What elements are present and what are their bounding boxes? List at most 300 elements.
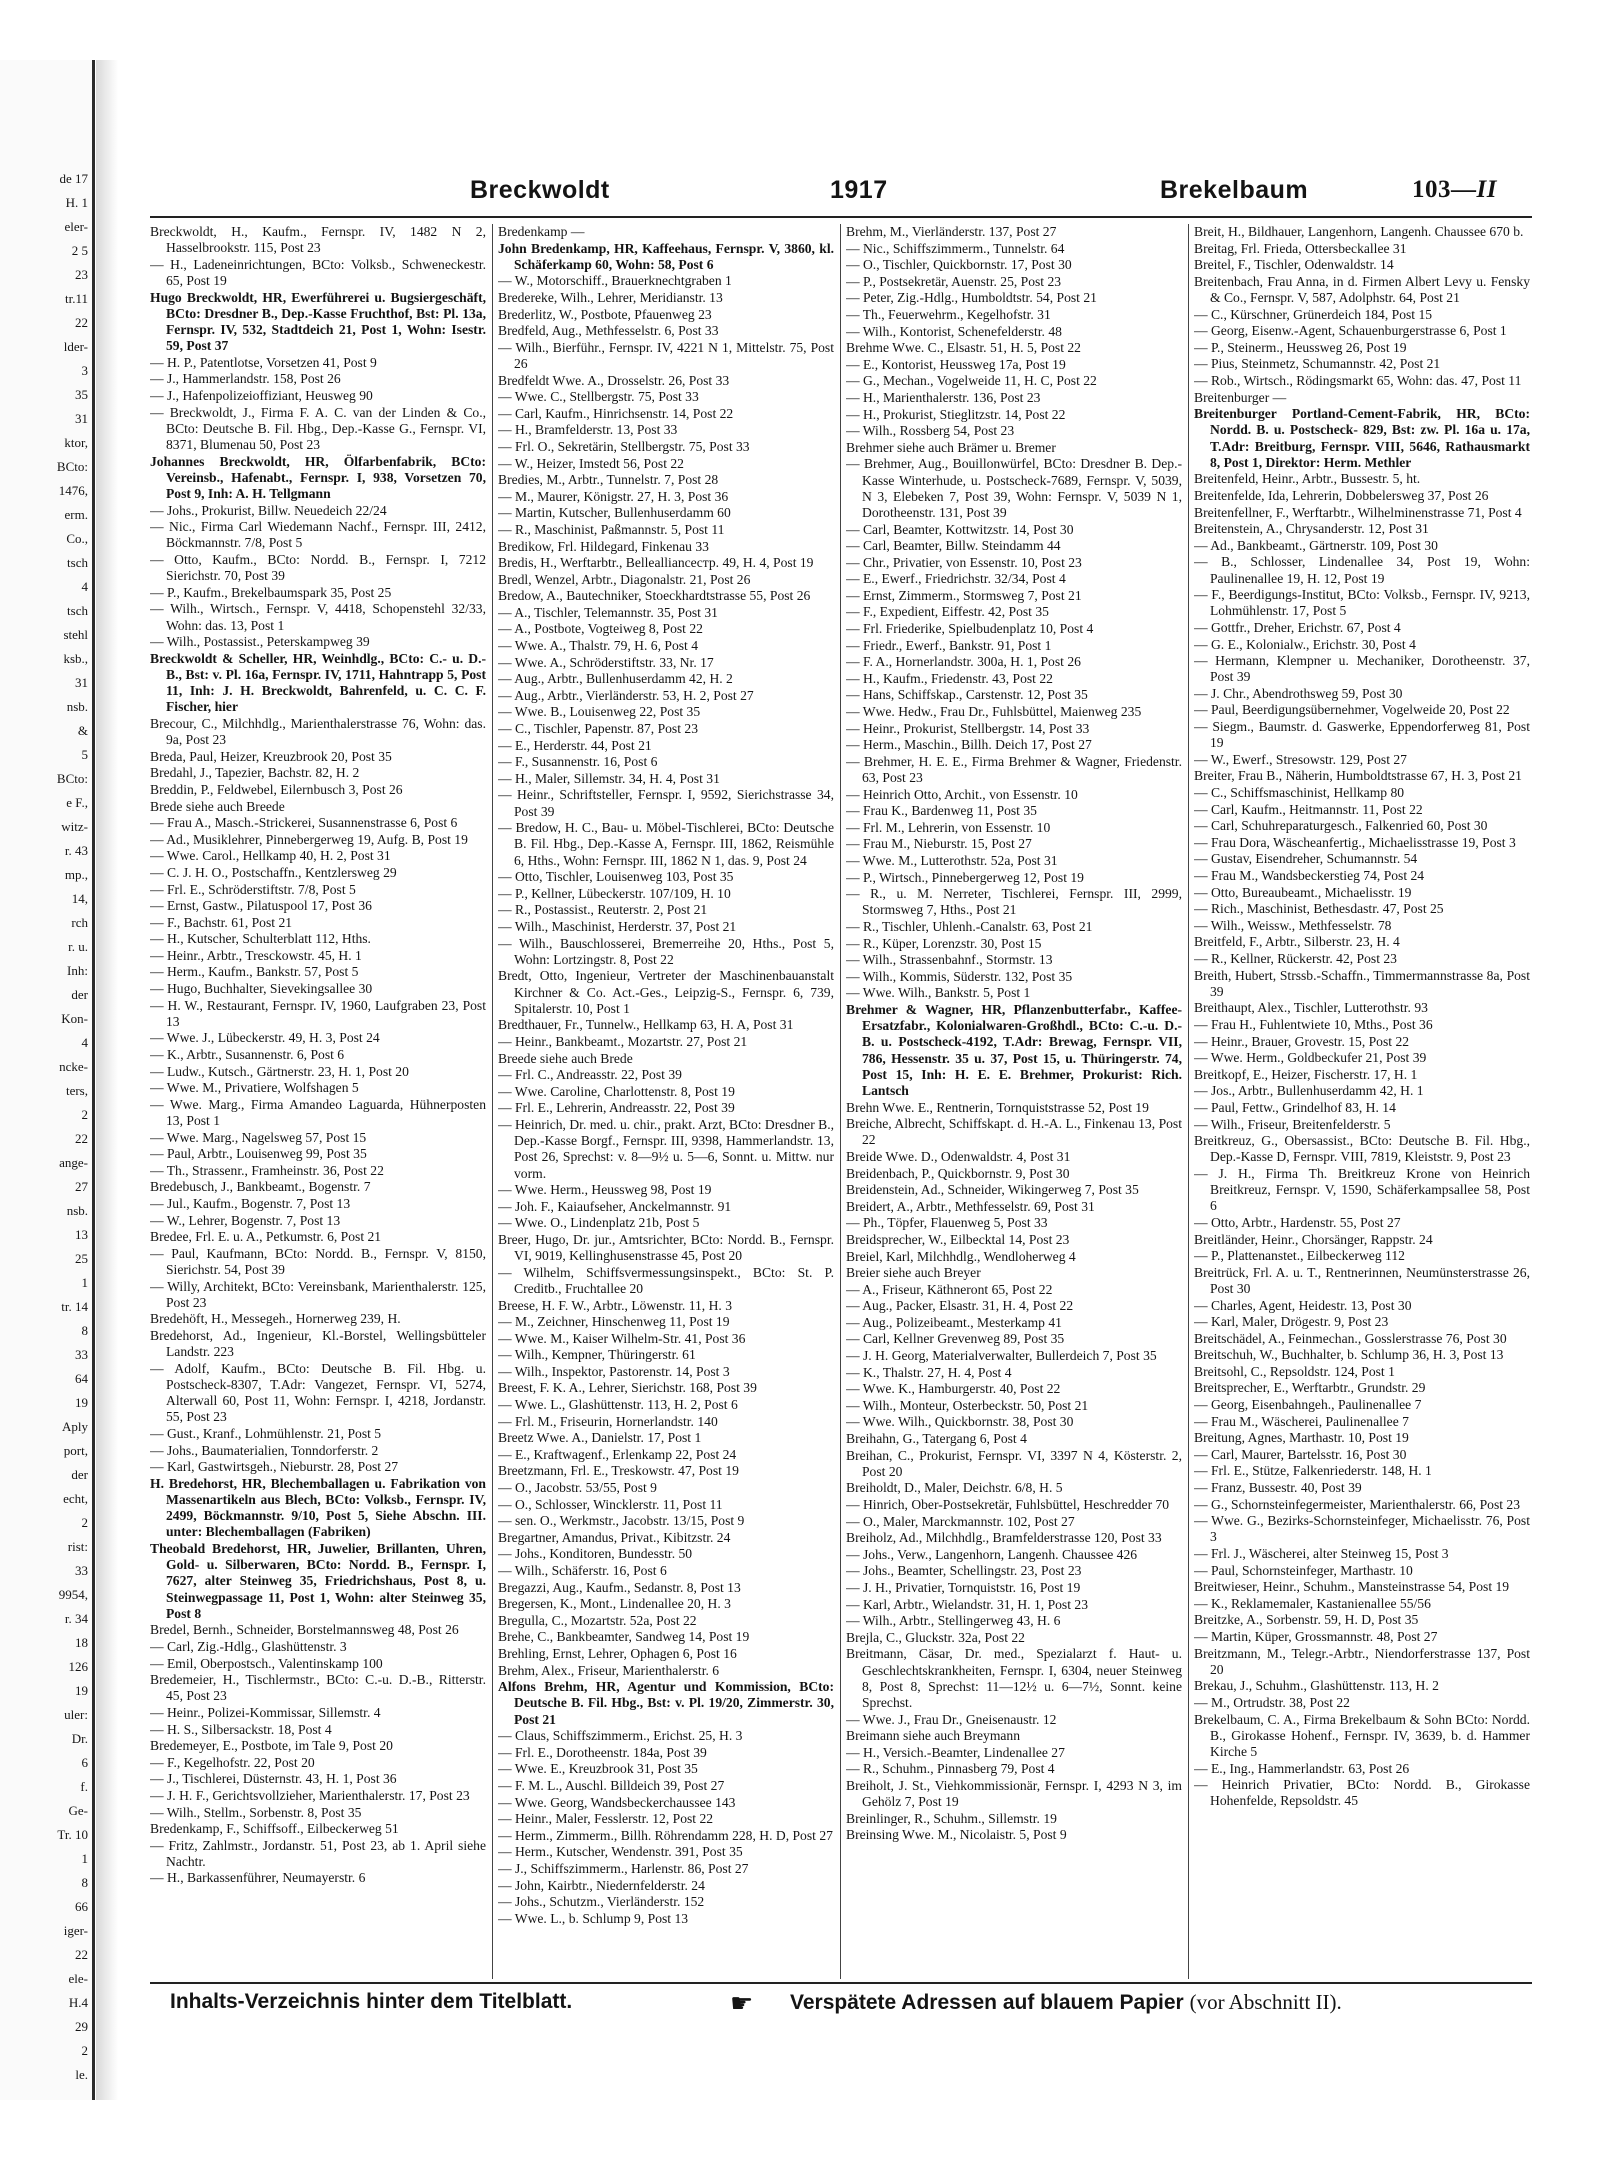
directory-entry: Brede siehe auch Breede	[150, 798, 285, 814]
directory-entry: — Ad., Bankbeamt., Gärtnerstr. 109, Post 30	[1194, 537, 1438, 553]
directory-entry: — Wwe. Caroline, Charlottenstr. 8, Post 19	[498, 1083, 735, 1099]
directory-entry: — J. Chr., Abendrothsweg 59, Post 30	[1194, 685, 1403, 701]
directory-entry: Breidert, A., Arbtr., Methfesselstr. 69, Post 31	[846, 1198, 1095, 1214]
directory-entry: — Wwe. Georg, Wandsbeckerchaussee 143	[498, 1794, 736, 1810]
directory-entry: Bredis, H., Werftarbtr., Belleallianceстр. 49, H. 4, Post 19	[498, 555, 814, 571]
directory-entry: Bredt, Otto, Ingenieur, Vertreter der Maschinenbauanstalt Kirchner & Co. Act.-Ges., Leipzig-S., Fernspr. 6, 739, Spitalerstr. 10, Post 1	[498, 968, 834, 1016]
previous-page-fragment: echt,	[63, 1491, 88, 1506]
directory-entry: — H. S., Silbersackstr. 18, Post 4	[150, 1721, 332, 1737]
directory-entry: — Wilh., Friseur, Breitenfelderstr. 5	[1194, 1116, 1391, 1132]
directory-entry: — Wwe. Marg., Nagelsweg 57, Post 15	[150, 1129, 367, 1145]
directory-entry: Bredel, Bernh., Schneider, Borstelmannsweg 48, Post 26	[150, 1622, 459, 1638]
previous-page-fragment: 5	[81, 747, 88, 762]
directory-entry: — Rob., Wirtsch., Rödingsmarkt 65, Wohn: das. 47, Post 11	[1194, 372, 1522, 388]
directory-entry: Breitwieser, Heinr., Schuhm., Mansteinstrasse 54, Post 19	[1194, 1579, 1510, 1595]
directory-entry: Breitsohl, C., Repsoldstr. 124, Post 1	[1194, 1363, 1395, 1379]
footer-rule	[150, 1982, 1532, 1984]
directory-entry: — Ernst, Zimmerm., Stormsweg 7, Post 21	[846, 587, 1082, 603]
directory-entry: — Wwe. Hedw., Frau Dr., Fuhlsbüttel, Maienweg 235	[846, 704, 1142, 720]
previous-page-fragment: 2 5	[71, 243, 88, 258]
directory-entry: — C., Schiffsmaschinist, Hellkamp 80	[1194, 785, 1405, 801]
previous-page-fragment: 13	[75, 1227, 88, 1242]
directory-entry: — O., Tischler, Quickbornstr. 17, Post 30	[846, 257, 1072, 273]
previous-page-fragment: 64	[75, 1371, 88, 1386]
directory-entry: — Wilh., Inspektor, Pastorenstr. 14, Post 3	[498, 1363, 730, 1379]
directory-entry: — R., Schuhm., Pinnasberg 79, Post 4	[846, 1761, 1055, 1777]
directory-entry: Breiel, Karl, Milchhdlg., Wendloherweg 4	[846, 1248, 1076, 1264]
directory-entry: Breinsing Wwe. M., Nicolaistr. 5, Post 9	[846, 1827, 1067, 1843]
directory-entry: Breidenstein, Ad., Schneider, Wikingerweg 7, Post 35	[846, 1182, 1139, 1198]
directory-entry: Bredahl, J., Tapezier, Bachstr. 82, H. 2	[150, 765, 360, 781]
directory-entry: Breetzmann, Frl. E., Treskowstr. 47, Post 19	[498, 1463, 739, 1479]
directory-entry: Breitenbach, Frau Anna, in d. Firmen Albert Levy u. Fensky & Co., Fernspr. V, 587, Adolphstr. 64, Post 21	[1194, 273, 1530, 305]
previous-page-fragment: BCto:	[56, 459, 88, 474]
directory-entry: — J., Hammerlandstr. 158, Post 26	[150, 371, 341, 387]
directory-entry: — Pius, Steinmetz, Schumannstr. 42, Post 21	[1194, 356, 1441, 372]
directory-entry: — Wwe. Marg., Firma Amandeo Laguarda, Hühnerposten 13, Post 1	[150, 1096, 486, 1129]
directory-entry: — J. H., Privatier, Tornquiststr. 16, Post 19	[846, 1580, 1081, 1595]
directory-entry: — Herm., Kutscher, Wendenstr. 391, Post 35	[498, 1844, 743, 1860]
directory-entry: — R., Postassist., Reuterstr. 2, Post 21	[498, 902, 708, 918]
directory-entry: — Carl, Beamter, Billw. Steindamm 44	[846, 538, 1061, 554]
directory-entry: — W., Motorschiff., Brauerknechtgraben 1	[498, 273, 732, 289]
directory-entry: Breitkopf, E., Heizer, Fischerstr. 17, H. 1	[1194, 1066, 1418, 1082]
directory-entry: — R., Kellner, Rückerstr. 42, Post 23	[1194, 951, 1397, 966]
directory-entry: Bregulla, C., Mozartstr. 52a, Post 22	[498, 1612, 697, 1628]
directory-entry: — Frl. E., Lehrerin, Andreasstr. 22, Post 39	[498, 1100, 735, 1116]
previous-page-fragment: 126	[68, 1659, 88, 1674]
directory-entry: Breitenstein, A., Chrysanderstr. 12, Post 31	[1194, 521, 1429, 537]
directory-entry: Breitkreuz, G., Obersassist., BCto: Deutsche B. Fil. Hbg., Dep.-Kasse D, Fernspr. VIII, 7819, Kleiststr. 9, Post 23	[1194, 1133, 1530, 1165]
directory-entry: — F., Kegelhofstr. 22, Post 20	[150, 1754, 315, 1770]
directory-entry: Bregartner, Amandus, Privat., Kibitzstr. 24	[498, 1529, 731, 1545]
directory-entry: Bredikow, Frl. Hildegard, Finkenau 33	[498, 538, 709, 554]
directory-entry: — Johs., Konditoren, Bundesstr. 50	[498, 1546, 693, 1562]
directory-entry: — Ernst, Gastw., Pilatuspool 17, Post 36	[150, 898, 372, 914]
previous-page-fragment: r. 43	[64, 843, 88, 858]
previous-page-fragment: tr.11	[65, 291, 88, 306]
previous-page-fragment: Kon-	[61, 1011, 88, 1026]
directory-entry: Breitschuh, W., Buchhalter, b. Schlump 36, H. 3, Post 13	[1194, 1347, 1504, 1363]
directory-entry: — M., Ortrudstr. 38, Post 22	[1194, 1694, 1350, 1710]
directory-entry: — Jos., Arbtr., Bullenhuserdamm 42, H. 1	[1194, 1083, 1424, 1099]
previous-page-fragment: 2	[81, 1107, 88, 1122]
directory-entry: — E., Ewerf., Friedrichstr. 32/34, Post 4	[846, 571, 1066, 587]
directory-entry: — Wwe. B., Louisenweg 22, Post 35	[498, 704, 701, 720]
directory-entry: — P., Kellner, Lübeckerstr. 107/109, H. 10	[498, 885, 731, 901]
directory-entry: — Fritz, Zahlmstr., Jordanstr. 51, Post 23, ab 1. April siehe Nachtr.	[150, 1837, 486, 1869]
previous-page-fragment: f.	[80, 1779, 88, 1794]
directory-entry: Breda, Paul, Heizer, Kreuzbrook 20, Post 35	[150, 748, 392, 764]
directory-entry: Brejla, C., Gluckstr. 32a, Post 22	[846, 1629, 1025, 1645]
previous-page-fragment: rist:	[67, 1539, 88, 1554]
directory-entry: — Wilh., Kempner, Thüringerstr. 61	[498, 1347, 696, 1363]
directory-entry: — Chr., Privatier, von Essenstr. 10, Post 23	[846, 554, 1082, 570]
previous-page-fragment: der	[71, 1467, 88, 1482]
directory-entry: — Frau K., Bardenweg 11, Post 35	[846, 803, 1037, 819]
directory-entry: — H., Prokurist, Stieglitzstr. 14, Post 22	[846, 406, 1066, 422]
directory-entry: Breihahn, G., Tatergang 6, Post 4	[846, 1431, 1027, 1447]
directory-entry: — Georg, Eisenbahngeh., Paulinenallee 7	[1194, 1397, 1422, 1413]
directory-entry: — Nic., Schiffszimmerm., Tunnelstr. 64	[846, 240, 1065, 256]
previous-page-fragment: 22	[75, 315, 88, 330]
directory-entry: — Ph., Töpfer, Flauenweg 5, Post 33	[846, 1215, 1048, 1231]
previous-page-fragment: nsb.	[66, 1203, 88, 1218]
directory-entry: — Heinr., Maler, Fesslerstr. 12, Post 22	[498, 1811, 714, 1827]
previous-page-fragment: mp.,	[64, 867, 88, 882]
directory-entry: Breitmann, Cäsar, Dr. med., Spezialarzt f. Haut- u. Geschlechtskrankheiten, Fernspr. I, 6304, neuer Steinweg 8, Post 8, Sprechst: 11—12½ u. 6—7½, Sonnt. keine Sprechst.	[846, 1646, 1182, 1710]
footer-index-note: Inhalts-Verzeichnis hinter dem Titelblatt.	[170, 1990, 573, 2013]
previous-page-fragment: 1	[81, 1851, 88, 1866]
directory-entry: Breihan, C., Prokurist, Fernspr. VI, 3397 N 4, Kösterstr. 2, Post 20	[846, 1447, 1182, 1479]
directory-entry: Bredthauer, Fr., Tunnelw., Hellkamp 63, H. A, Post 31	[498, 1017, 794, 1033]
previous-page-fragment: tsch	[67, 555, 88, 570]
previous-page-fragment: 1476,	[58, 483, 88, 498]
directory-entry: — Wwe. M., Kaiser Wilhelm-Str. 41, Post 36	[498, 1330, 746, 1346]
directory-entry: — Frl. E., Schröderstiftstr. 7/8, Post 5	[150, 881, 356, 897]
directory-entry: — Hinrich, Ober-Postsekretär, Fuhlsbüttel, Heschredder 70	[846, 1497, 1170, 1513]
directory-entry: — Gustav, Eisendreher, Schumannstr. 54	[1194, 851, 1418, 867]
header-first-name: Breckwoldt	[470, 176, 610, 204]
directory-entry: Breimann siehe auch Breymann	[846, 1728, 1021, 1744]
directory-entry: — H., Marienthalerstr. 136, Post 23	[846, 389, 1041, 405]
directory-entry: Bredee, Frl. E. u. A., Petkumstr. 6, Post 21	[150, 1229, 382, 1245]
directory-entry: Breitung, Agnes, Marthastr. 10, Post 19	[1194, 1430, 1409, 1446]
directory-entry: — F., Expedient, Eiffestr. 42, Post 35	[846, 604, 1049, 620]
directory-entry: — H., Kaufm., Friedenstr. 43, Post 22	[846, 670, 1053, 686]
previous-page-fragment: port,	[63, 1443, 88, 1458]
directory-entry: — Frau Dora, Wäscheanfertig., Michaelisstrasse 19, Post 3	[1194, 834, 1516, 850]
previous-page-fragment: 29	[75, 2019, 88, 2034]
directory-entry: — H., Maler, Sillemstr. 34, H. 4, Post 31	[498, 770, 720, 786]
directory-entry: Breddin, P., Feldwebel, Eilernbusch 3, Post 26	[150, 781, 403, 797]
directory-entry: Breith, Hubert, Strssb.-Schaffn., Timmermannstrasse 8a, Post 39	[1194, 967, 1530, 999]
directory-entry: Breiche, Albrecht, Schiffskapt. d. H.-A. L., Finkenau 13, Post 22	[846, 1116, 1182, 1148]
directory-entry: Breede siehe auch Brede	[498, 1050, 633, 1066]
previous-page-fragment: nsb.	[66, 699, 88, 714]
directory-entry: — Wilh., Kommis, Süderstr. 132, Post 35	[846, 968, 1073, 984]
directory-entry: — Wwe. A., Thalstr. 79, H. 6, Post 4	[498, 638, 699, 654]
directory-entry: — E., Kraftwagenf., Erlenkamp 22, Post 24	[498, 1446, 737, 1462]
column-divider	[840, 224, 841, 1979]
directory-entry: Brehn Wwe. E., Rentnerin, Tornquiststrasse 52, Post 19	[846, 1099, 1149, 1115]
directory-entry: — K., Reklamemaler, Kastanienallee 55/56	[1194, 1595, 1431, 1611]
previous-page-fragment: witz-	[61, 819, 88, 834]
directory-entry: — J. H. Georg, Materialverwalter, Bullerdeich 7, Post 35	[846, 1348, 1157, 1364]
directory-entry: — Carl, Kaufm., Heitmannstr. 11, Post 22	[1194, 801, 1423, 817]
directory-entry: — Frl. M., Friseurin, Hornerlandstr. 140	[498, 1413, 718, 1429]
directory-entry: — W., Heizer, Imstedt 56, Post 22	[498, 455, 684, 471]
directory-entry: Breitzke, A., Sorbenstr. 59, H. D, Post 35	[1194, 1612, 1419, 1628]
directory-entry: — Wilh., Strassenbahnf., Stormstr. 13	[846, 952, 1053, 968]
directory-entry: — Willy, Architekt, BCto: Vereinsbank, Marienthalerstr. 125, Post 23	[150, 1278, 486, 1310]
directory-entry: — Bredow, H. C., Bau- u. Möbel-Tischlerei, BCto: Deutsche B. Fil. Hbg., Dep.-Kasse A, Fernspr. III, 1862, Reismühle 6, Hths., Wohn: Fernspr. III, 1862 N 1, das. 9, Post 24	[498, 820, 834, 868]
directory-entry: Breidenbach, P., Quickbornstr. 9, Post 30	[846, 1165, 1070, 1181]
column-1	[150, 224, 486, 1979]
previous-page-fragment: iger-	[63, 1923, 88, 1938]
directory-entry: Breitsprecher, E., Werftarbtr., Grundstr. 29	[1194, 1380, 1426, 1396]
directory-entry: Breit, H., Bildhauer, Langenhorn, Langenh. Chaussee 670 b.	[1194, 224, 1524, 239]
directory-entry: — Carl, Schuhreparaturgesch., Falkenried 60, Post 30	[1194, 818, 1488, 834]
directory-entry: — C., Kürschner, Grünerdeich 184, Post 15	[1194, 306, 1433, 322]
directory-entry: Bredies, M., Arbtr., Tunnelstr. 7, Post 28	[498, 472, 719, 488]
directory-entry: — Aug., Arbtr., Bullenhuserdamm 42, H. 2	[498, 671, 733, 687]
previous-page-fragment: 25	[75, 1251, 88, 1266]
directory-entry: — Wilh., Monteur, Osterbeckstr. 50, Post 21	[846, 1397, 1089, 1413]
directory-entry: — Frl. J., Wäscherei, alter Steinweg 15, Post 3	[1194, 1546, 1449, 1562]
directory-entry: — Johs., Prokurist, Billw. Neuedeich 22/24	[150, 502, 387, 518]
header-page-number: 103—II	[1412, 176, 1497, 203]
directory-entry: Breiholdt, D., Maler, Deichstr. 6/8, H. 5	[846, 1480, 1063, 1496]
directory-entry: Bredemeyer, E., Postbote, im Tale 9, Post 20	[150, 1738, 393, 1754]
previous-page-fragment: 27	[75, 1179, 88, 1194]
firm-entry: Alfons Brehm, HR, Agentur und Kommission, BCto: Deutsche B. Fil. Hbg., Bst: v. Pl. 19/20, Zimmerstr. 30, Post 21	[498, 1679, 834, 1727]
firm-entry: Breckwoldt & Scheller, HR, Weinhdlg., BCto: C.- u. D.-B., Bst: v. Pl. 16a, Fernspr. IV, 1711, Hahntrapp 5, Post 11, Inh: J. H. Breckwoldt, Bahrenfeld, u. C. C. F. Fischer, hier	[150, 650, 486, 715]
directory-entry: — R., Maschinist, Paßmannstr. 5, Post 11	[498, 521, 725, 537]
directory-entry: — Wilh., Stellm., Sorbenstr. 8, Post 35	[150, 1804, 362, 1820]
directory-entry: Bredehöft, H., Messegeh., Hornerweg 239, H.	[150, 1311, 401, 1327]
directory-entry: — E., Kontorist, Heussweg 17a, Post 19	[846, 356, 1066, 372]
directory-entry: — Frau M., Wandsbeckerstieg 74, Post 24	[1194, 868, 1425, 884]
directory-entry: — Aug., Packer, Elsastr. 31, H. 4, Post 22	[846, 1298, 1074, 1314]
directory-columns	[150, 224, 1532, 1979]
directory-entry: — Brehmer, Aug., Bouillonwürfel, BCto: Dresdner B. Dep.-Kasse Winterhude, u. Postscheck-7689, Fernspr. V, 5039, N 3, Elebeken 7, Post 39, Wohn: Fernspr. V, 5039 N 1, Dorotheenstr. 131, Post 39	[846, 456, 1182, 520]
directory-entry: — Wwe. L., Glashüttenstr. 113, H. 2, Post 6	[498, 1397, 738, 1413]
directory-entry: — Aug., Polizeibeamt., Mesterkamp 41	[846, 1314, 1062, 1330]
directory-entry: Brehmer siehe auch Brämer u. Bremer	[846, 439, 1056, 455]
directory-entry: — Wilh., Schäferstr. 16, Post 6	[498, 1563, 667, 1579]
previous-page-fragment: ksb.,	[63, 651, 88, 666]
directory-entry: — Wilh., Rossberg 54, Post 23	[846, 423, 1015, 439]
directory-entry: — Heinr., Brauer, Grovestr. 15, Post 22	[1194, 1033, 1410, 1049]
directory-entry: Breier siehe auch Breyer	[846, 1265, 981, 1281]
directory-entry: — B., Schlosser, Lindenallee 34, Post 19, Wohn: Paulinenallee 19, H. 12, Post 19	[1194, 554, 1530, 586]
previous-page-fragment: ange-	[59, 1155, 88, 1170]
directory-entry: — Wilh., Postassist., Peterskampweg 39	[150, 634, 370, 650]
directory-entry: Breitenfellner, F., Werftarbtr., Wilhelminenstrasse 71, Post 4	[1194, 504, 1522, 520]
directory-entry: — Wwe. E., Kreuzbrook 31, Post 35	[498, 1761, 698, 1777]
previous-page-fragment: 31	[75, 675, 88, 690]
directory-entry: — G. E., Kolonialw., Erichstr. 30, Post 4	[1194, 636, 1416, 652]
column-divider	[1188, 224, 1189, 1979]
column-4	[1194, 224, 1530, 1979]
directory-entry: Breese, H. F. W., Arbtr., Löwenstr. 11, H. 3	[498, 1297, 733, 1313]
directory-entry: Bredenkamp —	[498, 224, 585, 239]
directory-entry: — Paul, Schornsteinfeger, Marthastr. 10	[1194, 1562, 1413, 1578]
previous-page-fragment: ktor,	[64, 435, 88, 450]
directory-entry: — Frau H., Fuhlentwiete 10, Mths., Post 36	[1194, 1016, 1433, 1032]
directory-entry: — Paul, Beerdigungsübernehmer, Vogelweide 20, Post 22	[1194, 702, 1510, 718]
column-3	[846, 224, 1182, 1979]
directory-entry: — Karl, Maler, Drögestr. 9, Post 23	[1194, 1314, 1389, 1330]
directory-entry: — Wwe. M., Privatiere, Wolfshagen 5	[150, 1080, 359, 1096]
directory-entry: — O., Schlosser, Wincklerstr. 11, Post 11	[498, 1496, 723, 1512]
directory-entry: Bredemeier, H., Tischlermstr., BCto: C.-u. D.-B., Ritterstr. 45, Post 23	[150, 1672, 486, 1704]
previous-page-fragment: eler-	[64, 219, 88, 234]
directory-entry: — J. H. F., Gerichtsvollzieher, Marienthalerstr. 17, Post 23	[150, 1787, 470, 1803]
previous-page-fragment: H. 1	[65, 195, 88, 210]
directory-entry: — Heinr., Polizei-Kommissar, Sillemstr. 4	[150, 1704, 381, 1720]
directory-entry: Brekelbaum, C. A., Firma Brekelbaum & Sohn BCto: Nordd. B., Girokasse Hohenf., Fernspr. IV, 3639, b. d. Hammer Kirche 5	[1194, 1711, 1530, 1759]
directory-entry: — C., Tischler, Papenstr. 87, Post 23	[498, 721, 698, 737]
previous-page-fragment: r. u.	[68, 939, 88, 954]
directory-entry: — H. P., Patentlotse, Vorsetzen 41, Post 9	[150, 354, 377, 370]
directory-entry: — Paul, Fettw., Grindelhof 83, H. 14	[1194, 1099, 1396, 1115]
previous-page-fragment: &	[77, 723, 88, 738]
directory-entry: — Wwe. M., Lutterothstr. 52a, Post 31	[846, 853, 1058, 868]
previous-page-fragment: le.	[75, 2067, 88, 2082]
directory-entry: — Charles, Agent, Heidestr. 13, Post 30	[1194, 1297, 1412, 1313]
directory-entry: — Wwe. A., Schröderstiftstr. 33, Nr. 17	[498, 654, 714, 670]
directory-entry: Breitenfelde, Ida, Lehrerin, Dobbelersweg 37, Post 26	[1194, 487, 1489, 503]
firm-entry: Hugo Breckwoldt, HR, Ewerführerei u. Bugsiergeschäft, BCto: Dresdner B., Dep.-Kasse Fruchthof, Bst: Pl. 13a, Fernspr. IV, 532, Stadtdeich 21, Post 1, Wohn: Isestr. 59, Post 37	[150, 289, 486, 354]
column-2	[498, 224, 834, 1979]
previous-page-fragment: 8	[81, 1875, 88, 1890]
previous-page-fragment: ncke-	[59, 1059, 88, 1074]
previous-page-fragment: 4	[81, 579, 88, 594]
directory-entry: Breitzmann, M., Telegr.-Arbtr., Niendorferstrasse 137, Post 20	[1194, 1645, 1530, 1677]
directory-entry: — Wwe. J., Lübeckerstr. 49, H. 3, Post 24	[150, 1030, 380, 1046]
directory-entry: — K., Arbtr., Susannenstr. 6, Post 6	[150, 1047, 345, 1063]
directory-entry: — Ludw., Kutsch., Gärtnerstr. 23, H. 1, Post 20	[150, 1063, 409, 1079]
directory-entry: — John, Kairbtr., Niedernfelderstr. 24	[498, 1877, 705, 1893]
firm-entry: John Bredenkamp, HR, Kaffeehaus, Fernspr. V, 3860, kl. Schäferkamp 60, Wohn: 58, Post 6	[498, 240, 834, 272]
previous-page-fragment: ele-	[68, 1971, 88, 1986]
previous-page-fragment: 2	[81, 2043, 88, 2058]
directory-entry: — Johs., Verw., Langenhorn, Langenh. Chaussee 426	[846, 1546, 1138, 1562]
directory-entry: — Adolf, Kaufm., BCto: Deutsche B. Fil. Hbg. u. Postscheck-8307, T.Adr: Vangezet, Fernspr. VI, 5274, Alterwall 60, Post 11, Wohn: Fernspr. I, 4218, Jordanstr. 55, Post 23	[150, 1360, 486, 1425]
directory-entry: — Hermann, Klempner u. Mechaniker, Dorotheenstr. 37, Post 39	[1194, 653, 1530, 685]
directory-entry: — Otto, Kaufm., BCto: Nordd. B., Fernspr. I, 7212 Sierichstr. 70, Post 39	[150, 551, 486, 584]
directory-entry: Breiholt, J. St., Viehkommissionär, Fernspr. I, 4293 N 3, im Gehölz 7, Post 19	[846, 1777, 1182, 1810]
directory-entry: — Rich., Maschinist, Bethesdastr. 47, Post 25	[1194, 901, 1444, 917]
firm-entry: Breitenburger Portland-Cement-Fabrik, HR, BCto: Nordd. B. u. Postscheck- 829, Bst: zw. Pl. 16a u. 17a, T.Adr: Breitburg, Fernspr. VIII, 5646, Rathausmarkt 8, Post 1, Direktor: Herm. Methler	[1194, 406, 1530, 470]
directory-entry: — Otto, Tischler, Louisenweg 103, Post 35	[498, 869, 734, 885]
previous-page-fragment: 8	[81, 1323, 88, 1338]
directory-entry: Brehm, Alex., Friseur, Marienthalerstr. 6	[498, 1662, 720, 1678]
directory-entry: — Wilh., Kontorist, Schenefelderstr. 48	[846, 323, 1062, 339]
directory-entry: — Frl. O., Sekretärin, Stellbergstr. 75, Post 33	[498, 438, 750, 454]
directory-entry: — Hugo, Buchhalter, Sievekingsallee 30	[150, 981, 373, 997]
previous-page-fragment: Dr.	[71, 1731, 88, 1746]
directory-entry: — H., Kutscher, Schulterblatt 112, Hths.	[150, 931, 371, 947]
directory-entry: — Heinr., Prokurist, Stellbergstr. 14, Post 33	[846, 720, 1090, 736]
previous-page-fragment: erm.	[64, 507, 88, 522]
previous-page-fragment: 3	[81, 363, 88, 378]
footer-late-addresses-note: Verspätete Adressen auf blauem Papier (vor Abschnitt II).	[790, 1990, 1342, 2014]
directory-entry: — W., Lehrer, Bogenstr. 7, Post 13	[150, 1212, 341, 1228]
directory-entry: Bredenkamp, F., Schiffsoff., Eilbeckerweg 51	[150, 1821, 399, 1837]
directory-entry: — A., Tischler, Telemannstr. 35, Post 31	[498, 604, 718, 620]
directory-entry: — G., Schornsteinfegermeister, Marienthalerstr. 66, Post 23	[1194, 1496, 1521, 1512]
previous-page-fragment: 4	[81, 1035, 88, 1050]
directory-entry: — H., Versich.-Beamter, Lindenallee 27	[846, 1744, 1065, 1760]
directory-entry: Bredfeld, Aug., Methfesselstr. 6, Post 33	[498, 323, 719, 339]
directory-entry: — E., Ing., Hammerlandstr. 63, Post 26	[1194, 1760, 1410, 1776]
directory-entry: Breer, Hugo, Dr. jur., Amtsrichter, BCto: Nordd. B., Fernspr. VI, 9019, Kellinghusenstrasse 45, Post 20	[498, 1231, 834, 1264]
previous-page-fragment: der	[71, 987, 88, 1002]
directory-entry: — Heinrich Privatier, BCto: Nordd. B., Girokasse Hohenfelde, Repsoldstr. 45	[1194, 1777, 1530, 1809]
directory-entry: — Frl. C., Andreasstr. 22, Post 39	[498, 1067, 682, 1083]
previous-page-fragment: Co.,	[66, 531, 88, 546]
directory-entry: — Heinr., Schriftsteller, Fernspr. I, 9592, Sierichstrasse 34, Post 39	[498, 787, 834, 819]
directory-entry: Bregazzi, Aug., Kaufm., Sedanstr. 8, Post 13	[498, 1579, 741, 1595]
firm-entry: Brehmer & Wagner, HR, Pflanzenbutterfabr., Kaffee-Ersatzfabr., Kolonialwaren-Großhdl., BCto: C.-u. D.-B. u. Postscheck-4192, T.Adr: Brewag, Fernspr. VII, 786, Hessenstr. 35 u. 37, Post 15, u. Thüringerstr. 74, Post 15, Inh: H. E. E. Brehmer, Prokurist: Rich. Lantsch	[846, 1001, 1182, 1098]
directory-entry: Bredehorst, Ad., Ingenieur, Kl.-Borstel, Wellingsbütteler Landstr. 223	[150, 1327, 486, 1360]
directory-entry: — P., Plattenanstet., Eilbeckerweg 112	[1194, 1248, 1405, 1264]
directory-entry: — Johs., Schutzm., Vierländerstr. 152	[498, 1894, 705, 1910]
column-divider	[492, 224, 493, 1979]
directory-entry: Breitrück, Frl. A. u. T., Rentnerinnen, Neumünsterstrasse 26, Post 30	[1194, 1264, 1530, 1296]
firm-entry: H. Bredehorst, HR, Blechemballagen u. Fabrikation von Massenartikeln aus Blech, BCto: Volksb., Fernspr. IV, 2499, Böckmannstr. 9/10, Post 5, Siehe Abschn. III. unter: Blechemballagen (Fabriken)	[150, 1475, 486, 1540]
directory-entry: — Carl, Beamter, Kottwitzstr. 14, Post 30	[846, 521, 1074, 537]
page-footer	[150, 1990, 1532, 2022]
previous-page-fragment: r. 34	[64, 1611, 88, 1626]
directory-entry: — Wilh., Weissw., Methfesselstr. 78	[1194, 917, 1392, 933]
directory-entry: — Wilhelm, Schiffsvermessungsinspekt., BCto: St. P. Creditb., Fruchtallee 20	[498, 1264, 834, 1296]
directory-entry: — Wwe. L., b. Schlump 9, Post 13	[498, 1910, 689, 1926]
directory-entry: Bredl, Wenzel, Arbtr., Diagonalstr. 21, Post 26	[498, 571, 751, 587]
previous-page-fragment: Tr. 10	[57, 1827, 88, 1842]
directory-entry: — Herm., Zimmerm., Billh. Röhrendamm 228, H. D, Post 27	[498, 1827, 833, 1843]
directory-entry: Breetz Wwe. A., Danielstr. 17, Post 1	[498, 1430, 702, 1446]
directory-entry: Bredow, A., Bautechniker, Stoeckhardtstrasse 55, Post 26	[498, 588, 811, 604]
previous-page-fragment: tsch	[67, 603, 88, 618]
previous-page-fragment: 1	[81, 1275, 88, 1290]
previous-page-fragment: 31	[75, 411, 88, 426]
directory-entry: Brehling, Ernst, Lehrer, Ophagen 6, Post 16	[498, 1645, 737, 1661]
directory-entry: — Wilh., Maschinist, Herderstr. 37, Post 21	[498, 918, 737, 934]
directory-entry: Breiter, Frau B., Näherin, Humboldtstrasse 67, H. 3, Post 21	[1194, 768, 1522, 784]
directory-entry: Brecour, C., Milchhdlg., Marienthalerstrasse 76, Wohn: das. 9a, Post 23	[150, 715, 486, 748]
directory-entry: — Carl, Kellner Grevenweg 89, Post 35	[846, 1331, 1065, 1347]
previous-page-fragment: 14,	[71, 891, 88, 906]
directory-entry: — Wilh., Bauschlosserei, Bremerreihe 20, Hths., Post 5, Wohn: Lortzingstr. 8, Post 22	[498, 935, 834, 967]
previous-page-fragment: Ge-	[68, 1803, 88, 1818]
directory-entry: — Gust., Kranf., Lohmühlenstr. 21, Post 5	[150, 1425, 382, 1441]
directory-entry: — Frl. M., Lehrerin, von Essenstr. 10	[846, 819, 1051, 835]
previous-page-fragment: 66	[75, 1899, 88, 1914]
previous-page-fragment: 2	[81, 1515, 88, 1530]
directory-entry: — Wwe. K., Hamburgerstr. 40, Post 22	[846, 1381, 1061, 1397]
directory-entry: — Peter, Zig.-Hdlg., Humboldtstr. 54, Post 21	[846, 290, 1097, 306]
directory-entry: — F. M. L., Auschl. Billdeich 39, Post 27	[498, 1777, 725, 1793]
directory-entry: — Martin, Küper, Grossmannstr. 48, Post 27	[1194, 1629, 1438, 1644]
directory-entry: — Carl, Kaufm., Hinrichsenstr. 14, Post 22	[498, 405, 734, 421]
directory-entry: — F., Bachstr. 61, Post 21	[150, 914, 293, 930]
directory-entry: — Ad., Musiklehrer, Pinnebergerweg 19, Aufg. B, Post 19	[150, 831, 468, 847]
directory-entry: Brehme Wwe. C., Elsastr. 51, H. 5, Post 22	[846, 340, 1081, 356]
directory-entry: Bredereke, Wilh., Lehrer, Meridianstr. 13	[498, 289, 723, 305]
directory-entry: — Gottfr., Dreher, Erichstr. 67, Post 4	[1194, 619, 1401, 635]
directory-entry: — Wwe. Wilh., Bankstr. 5, Post 1	[846, 985, 1031, 1001]
directory-entry: — Wwe. C., Stellbergstr. 75, Post 33	[498, 389, 699, 405]
previous-page-fragment: ters,	[65, 1083, 88, 1098]
directory-entry: — Siegm., Baumstr. d. Gaswerke, Eppendorferweg 81, Post 19	[1194, 719, 1530, 751]
directory-entry: Breidsprecher, W., Eilbecktal 14, Post 23	[846, 1231, 1070, 1247]
directory-entry: — Johs., Baumaterialien, Tonndorferstr. 2	[150, 1442, 379, 1458]
directory-entry: — R., Tischler, Uhlenh.-Canalstr. 63, Post 21	[846, 918, 1093, 934]
directory-entry: — Johs., Beamter, Schellingstr. 23, Post 23	[846, 1563, 1082, 1579]
directory-entry: Brekau, J., Schuhm., Glashüttenstr. 113, H. 2	[1194, 1678, 1439, 1694]
previous-page-edge	[0, 60, 95, 2100]
directory-entry: Breitag, Frl. Frieda, Ottersbeckallee 31	[1194, 240, 1407, 256]
directory-entry: — F., Beerdigungs-Institut, BCto: Volksb., Fernspr. IV, 9213, Lohmühlenstr. 17, Post 5	[1194, 587, 1530, 619]
directory-entry: Breitenfeld, Heinr., Arbtr., Bussestr. 5, ht.	[1194, 471, 1421, 487]
directory-entry: — H., Ladeneinrichtungen, BCto: Volksb., Schweneckestr. 65, Post 19	[150, 256, 486, 288]
directory-entry: — Jul., Kaufm., Bogenstr. 7, Post 13	[150, 1196, 351, 1211]
directory-entry: — G., Mechan., Vogelweide 11, H. C, Post 22	[846, 373, 1097, 389]
